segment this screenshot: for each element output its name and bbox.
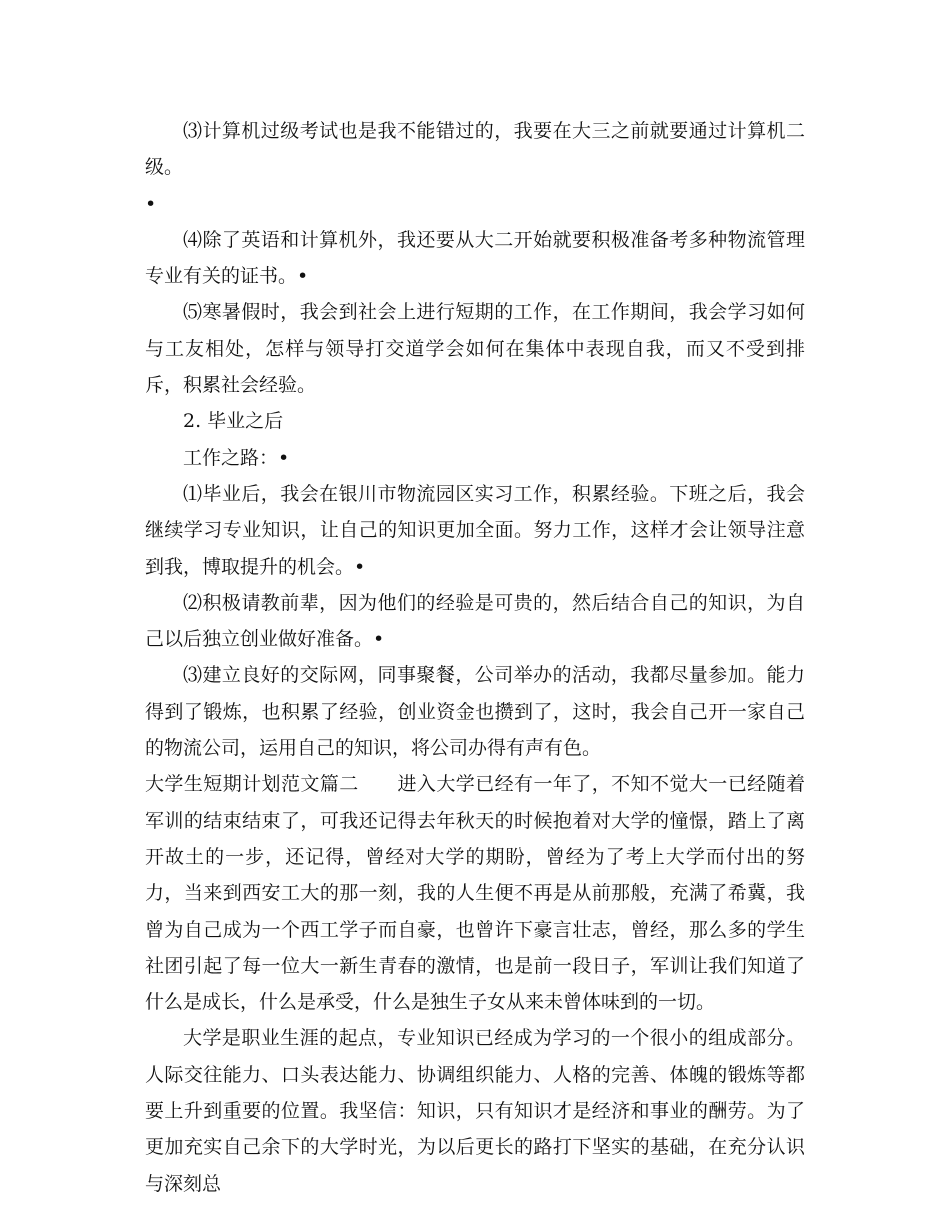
bullet-marker: • — [145, 192, 157, 215]
document-page — [145, 113, 805, 1202]
subheading-career-path: 工作之路：• — [183, 446, 290, 469]
paragraph-essay-two-intro: 大学生短期计划范文篇二 进入大学已经有一年了，不知不觉大一已经随着军训的结束结束了，可我还记得去年秋天的时候抱着对大学的憧憬，踏上了离开故土的一步，还记得，曾经对大学的期盼，曾经为了考上大学而付出的努力，当来到西安工大的那一刻，我的人生便不再是从前那般，充满了希冀，我曾为自己成为一个西工学子而自豪，也曾许下豪言壮志，曾经，那么多的学生社团引起了每一位大一新生青春的激情，也是前一段日子，军训让我们知道了什么是成长，什么是承受，什么是独生子女从来未曾体味到的一切。 — [145, 773, 805, 1014]
paragraph-certificates: ⑷除了英语和计算机外，我还要从大二开始就要积极准备考多种物流管理专业有关的证书。• — [145, 228, 805, 288]
paragraph-career-start: 大学是职业生涯的起点，专业知识已经成为学习的一个很小的组成部分。人际交往能力、口头表达能力、协调组织能力、人格的完善、体魄的锻炼等都要上升到重要的位置。我坚信：知识，只有知识才是经济和事业的酬劳。为了更加充实自己余下的大学时光，为以后更长的路打下坚实的基础，在充分认识与深刻总 — [145, 1027, 805, 1195]
paragraph-computer-exam: ⑶计算机过级考试也是我不能错过的，我要在大三之前就要通过计算机二级。 — [145, 120, 805, 179]
paragraph-seniors: ⑵积极请教前辈，因为他们的经验是可贵的，然后结合自己的知识，为自己以后独立创业做好准备。• — [145, 591, 805, 651]
paragraph-vacation-work: ⑸寒暑假时，我会到社会上进行短期的工作，在工作期间，我会学习如何与工友相处，怎样与领导打交道学会如何在集体中表现自我，而又不受到排斥，积累社会经验。 — [145, 301, 805, 397]
paragraph-internship: ⑴毕业后，我会在银川市物流园区实习工作，积累经验。下班之后，我会继续学习专业知识，让自己的知识更加全面。努力工作，这样才会让领导注意到我，博取提升的机会。• — [145, 482, 805, 578]
section-heading-after-graduation: 2. 毕业之后 — [183, 410, 284, 433]
paragraph-network: ⑶建立良好的交际网，同事聚餐，公司举办的活动，我都尽量参加。能力得到了锻炼，也积累了经验，创业资金也攒到了，这时，我会自己开一家自己的物流公司，运用自己的知识，将公司办得有声有色。 — [145, 664, 805, 760]
